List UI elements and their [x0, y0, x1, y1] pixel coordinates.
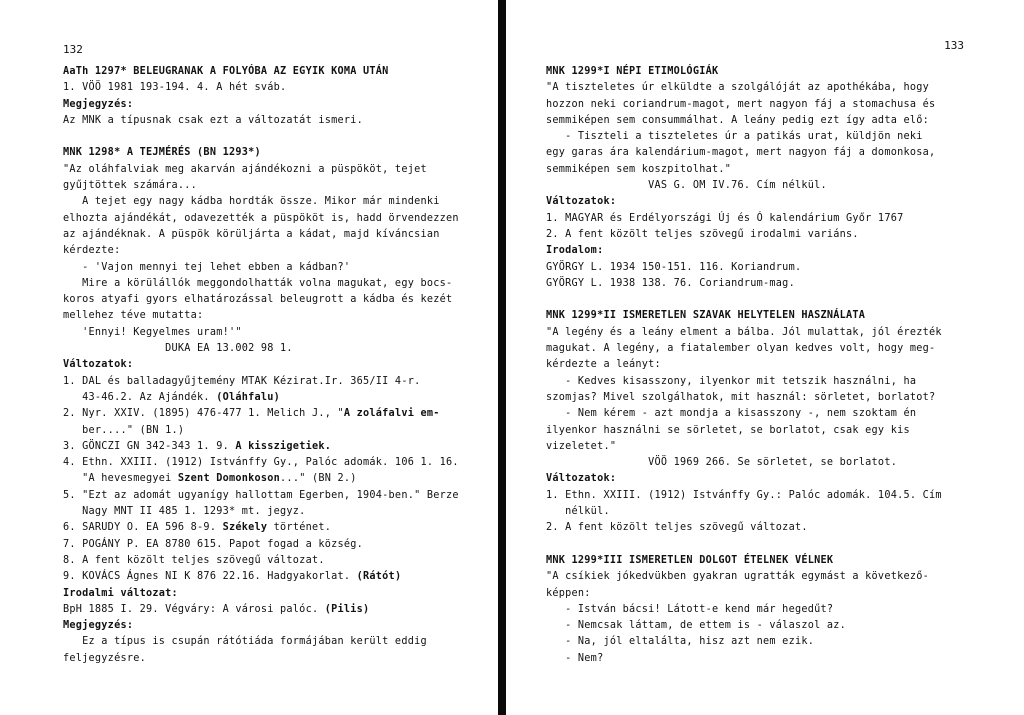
text-line: VÖÖ 1969 266. Se sörletet, se borlatot.	[546, 457, 898, 469]
emphasis: A zoláfalvi em-	[343, 408, 440, 420]
text-line: - Nemcsak láttam, de ettem is - válaszol az.	[546, 620, 847, 632]
text-line: "A hevesmegyei Szent Domonkoson..." (BN 2.)	[63, 473, 357, 485]
section-heading: MNK 1299*III ISMERETLEN DOLGOT ÉTELNEK VÉLNEK	[546, 554, 834, 566]
text-line: A tejet egy nagy kádba hordták össze. Mikor már mindenki	[63, 196, 440, 208]
text-line: 8. A fent közölt teljes szövegű változat.	[63, 554, 325, 566]
text-line: 1. MAGYAR és Erdélyországi Új és Ó kalendárium Győr 1767	[546, 212, 904, 224]
emphasis: Szent Domonkoson	[177, 473, 281, 485]
text-line: képpen:	[546, 587, 591, 599]
text-line: 6. SARUDY O. EA 596 8-9. Székely történet.	[63, 522, 332, 534]
text-line: szomjas? Mivel szolgálhatok, mit használ: sörletet, borlatot?	[546, 391, 936, 403]
text-line: - Nem?	[546, 652, 604, 664]
text-line: - Nem kérem - azt mondja a kisasszony -, nem szoktam én	[546, 408, 917, 420]
text-line: hozzon neki coriandrum-magot, mert nagyon fáj a stomachusa és	[546, 98, 936, 110]
text-line: 1. VÖÖ 1981 193-194. 4. A hét sváb.	[63, 82, 287, 94]
text-line: 43-46.2. Az Ajándék. (Oláhfalu)	[63, 391, 281, 403]
text-line: Ez a típus is csupán rátótiáda formájában került eddig	[63, 636, 427, 648]
text-line: - István bácsi! Látott-e kend már hegedűt?	[546, 603, 834, 615]
text-line: 2. A fent közölt teljes szövegű változat.	[546, 522, 808, 534]
section-label: Változatok:	[63, 359, 134, 371]
blank-line	[546, 537, 976, 553]
text-line: - Na, jól eltalálta, hisz azt nem ezik.	[546, 636, 815, 648]
text-line: vizeletet."	[546, 440, 617, 452]
section-heading: MNK 1299*II ISMERETLEN SZAVAK HELYTELEN HASZNÁLATA	[546, 310, 866, 322]
section-heading: AaTh 1297* BELEUGRANAK A FOLYÓBA AZ EGYIK KOMA UTÁN	[63, 66, 389, 77]
text-line: kérdezte a leányt:	[546, 359, 661, 371]
text-line: 'Ennyi! Kegyelmes uram!'"	[63, 326, 242, 338]
left-page	[0, 0, 498, 715]
text-line: - Tiszteli a tiszteletes úr a patikás urat, küldjön neki	[546, 131, 923, 143]
text-line: "A csíkiek jókedvükben gyakran ugratták egymást a következő-	[546, 571, 930, 583]
text-line: "A legény és a leány elment a bálba. Jól mulattak, jól érezték	[546, 326, 942, 338]
text-line: BpH 1885 I. 29. Végváry: A városi palóc. (Pilis)	[63, 603, 370, 615]
text-line: - Kedves kisasszony, ilyenkor mit tetszik használni, ha	[546, 375, 917, 387]
text-line: GYÖRGY L. 1938 138. 76. Coriandrum-mag.	[546, 277, 795, 289]
section-heading: MNK 1299*I NÉPI ETIMOLÓGIÁK	[546, 66, 719, 77]
emphasis: Székely	[222, 522, 268, 534]
emphasis: (Oláhfalu)	[216, 391, 281, 403]
section-label: Megjegyzés:	[63, 620, 134, 632]
text-line: elhozta ajándékát, odavezették a püspököt is, hadd örvendezzen	[63, 212, 459, 224]
text-line: mellehez téve mutatta:	[63, 310, 204, 322]
left-text-column	[63, 64, 463, 667]
section-label: Irodalom:	[546, 245, 604, 257]
text-line: semmiképen sem koszpitolhat."	[546, 163, 732, 175]
text-line: feljegyzésre.	[63, 652, 146, 664]
text-line: 3. GÖNCZI GN 342-343 1. 9. A kisszigetiek.	[63, 440, 332, 452]
emphasis: A kisszigetiek.	[235, 440, 332, 452]
text-line: ber...." (BN 1.)	[63, 424, 185, 436]
text-line: DUKA EA 13.002 98 1.	[63, 343, 293, 355]
text-line: az ajándéknak. A püspök körüljárta a kádat, majd kíváncsian	[63, 228, 440, 240]
text-line: koros atyafi gyors elhatározással beleugrott a kádba és kezét	[63, 294, 453, 306]
text-line: semmiképen sem consummálhat. A leány pedig ezt így adta elő:	[546, 114, 930, 126]
text-line: "A tiszteletes úr elküldte a szolgálóját az apothékába, hogy	[546, 82, 930, 94]
blank-line	[63, 129, 463, 145]
text-line: Nagy MNT II 485 1. 1293* mt. jegyz.	[63, 506, 306, 518]
text-line: - 'Vajon mennyi tej lehet ebben a kádban?'	[63, 261, 351, 273]
text-line: 4. Ethn. XXIII. (1912) Istvánffy Gy., Palóc adomák. 106 1. 16.	[63, 457, 459, 469]
section-label: Megjegyzés:	[63, 98, 134, 110]
text-line: magukat. A legény, a fiatalember olyan kedves volt, hogy meg-	[546, 343, 936, 355]
text-line: Az MNK a típusnak csak ezt a változatát ismeri.	[63, 114, 364, 126]
blank-line	[546, 292, 976, 308]
text-line: 5. "Ezt az adomát ugyanígy hallottam Egerben, 1904-ben." Berze	[63, 489, 459, 501]
section-heading: MNK 1298* A TEJMÉRÉS (BN 1293*)	[63, 147, 261, 159]
text-line: Mire a körülállók meggondolhatták volna magukat, egy bocs-	[63, 277, 453, 289]
text-line: "Az oláhfalviak meg akarván ajándékozni a püspököt, tejet	[63, 163, 427, 175]
section-label: Változatok:	[546, 196, 617, 208]
text-line: 1. Ethn. XXIII. (1912) Istvánffy Gy.: Palóc adomák. 104.5. Cím	[546, 489, 942, 501]
emphasis: (Pilis)	[324, 603, 370, 615]
text-line: 2. A fent közölt teljes szövegű irodalmi variáns.	[546, 228, 859, 240]
section-label: Változatok:	[546, 473, 617, 485]
text-line: egy garas ára kalendárium-magot, mert nagyon fáj a domonkosa,	[546, 147, 936, 159]
text-line: 7. POGÁNY P. EA 8780 615. Papot fogad a község.	[63, 538, 364, 550]
text-line: nélkül.	[546, 506, 610, 518]
text-line: gyűjtöttek számára...	[63, 180, 198, 192]
text-line: VAS G. OM IV.76. Cím nélkül.	[546, 180, 827, 192]
page-number: 133	[944, 39, 964, 52]
text-line: 2. Nyr. XXIV. (1895) 476-477 1. Melich J., "A zoláfalvi em-	[63, 408, 440, 420]
book-gutter	[498, 0, 506, 715]
text-line: 9. KOVÁCS Ágnes NI K 876 22.16. Hadgyakorlat. (Rátót)	[63, 571, 402, 583]
page-number: 132	[63, 43, 83, 56]
section-label: Irodalmi változat:	[63, 587, 178, 599]
right-page	[506, 0, 1024, 715]
text-line: kérdezte:	[63, 245, 121, 257]
right-text-column	[546, 64, 976, 667]
emphasis: (Rátót)	[356, 571, 402, 583]
text-line: GYÖRGY L. 1934 150-151. 116. Koriandrum.	[546, 261, 802, 273]
text-line: 1. DAL és balladagyűjtemény MTAK Kézirat.Ir. 365/II 4-r.	[63, 375, 421, 387]
text-line: ilyenkor használni se sörletet, se borlatot, csak egy kis	[546, 424, 910, 436]
